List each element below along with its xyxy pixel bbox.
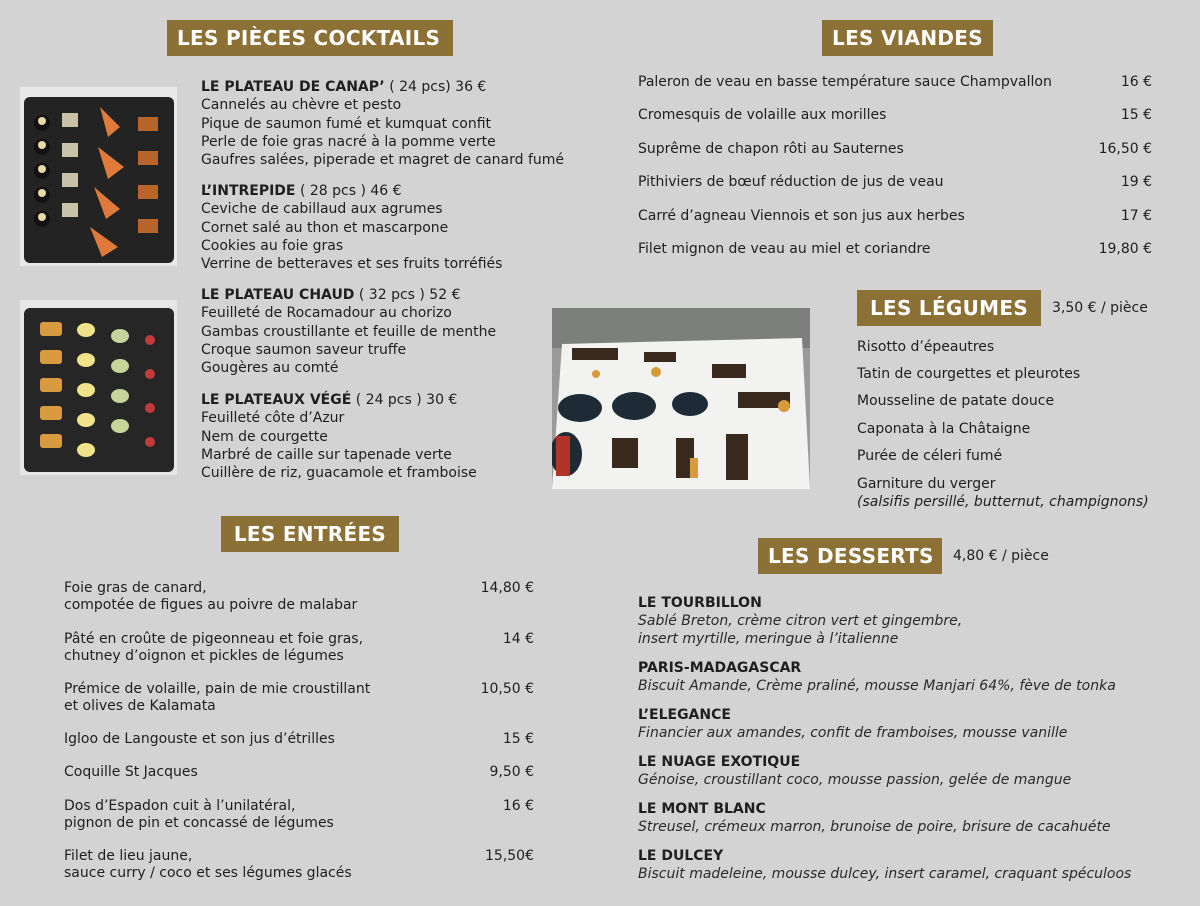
entree-line: Pâté en croûte de pigeonneau et foie gras, [64, 631, 364, 647]
viande-row [638, 241, 1152, 257]
cocktail-plateau-canap [201, 78, 564, 169]
entree-price: 14 € [502, 631, 534, 647]
viande-row [638, 141, 1152, 157]
entree-item [64, 848, 534, 882]
entree-line: Prémice de volaille, pain de mie croustillant [64, 681, 371, 697]
entree-item [64, 798, 534, 832]
viande-name: Cromesquis de volaille aux morilles [638, 107, 887, 123]
cocktail-line: Cornet salé au thon et mascarpone [201, 219, 449, 236]
viande-row [638, 208, 1152, 224]
cocktail-line: Gougères au comté [201, 360, 339, 377]
cocktail-title: LE PLATEAU CHAUD [201, 287, 355, 303]
cocktail-line: Pique de saumon fumé et kumquat confit [201, 115, 492, 132]
dessert-name: LE TOURBILLON [638, 595, 762, 611]
entree-price: 14,80 € [480, 580, 534, 596]
cocktail-line: Feuilleté côte d’Azur [201, 410, 345, 427]
entree-line: et olives de Kalamata [64, 698, 216, 714]
cocktail-line: Cuillère de riz, guacamole et framboise [201, 465, 477, 482]
dessert-name: LE MONT BLANC [638, 801, 766, 817]
cocktail-line: Perle de foie gras nacré à la pomme verte [201, 133, 496, 150]
cocktails-heading: LES PIÈCES COCKTAILS [167, 20, 453, 56]
entree-item [64, 631, 534, 665]
dessert-description: Biscuit Amande, Crème praliné, mousse Manjari 64%, fève de tonka [638, 678, 1116, 694]
entree-item [64, 764, 534, 781]
viande-name: Carré d’agneau Viennois et son jus aux herbes [638, 208, 965, 224]
entree-line: sauce curry / coco et ses légumes glacés [64, 865, 352, 881]
cocktail-line: Feuilleté de Rocamadour au chorizo [201, 305, 452, 322]
dessert-description: Sablé Breton, crème citron vert et gingembre, [638, 613, 963, 629]
desserts-heading: LES DESSERTS [758, 538, 942, 574]
hot-platter-photo [20, 300, 177, 475]
legume-item: Purée de céleri fumé [857, 448, 1003, 464]
dessert-item [638, 753, 1071, 789]
viande-price: 19,80 € [1098, 241, 1152, 257]
legumes-heading: LES LÉGUMES [857, 290, 1041, 326]
cocktail-plateaux-vege [201, 391, 477, 482]
entree-line: Igloo de Langouste et son jus d’étrilles [64, 731, 335, 747]
legume-item: Mousseline de patate douce [857, 393, 1055, 409]
entree-line: chutney d’oignon et pickles de légumes [64, 648, 344, 664]
dessert-name: LE DULCEY [638, 848, 724, 864]
dessert-description: Streusel, crémeux marron, brunoise de poire, brisure de cacahuéte [638, 819, 1111, 835]
entree-price: 15 € [502, 731, 534, 747]
cocktail-title: LE PLATEAU DE CANAP’ [201, 79, 385, 95]
cocktail-price: ( 28 pcs ) 46 € [295, 183, 402, 199]
entree-line: Dos d’Espadon cuit à l’unilatéral, [64, 798, 296, 814]
viande-row [638, 107, 1152, 123]
dessert-name: L’ELEGANCE [638, 707, 731, 723]
entree-item [64, 681, 534, 715]
dessert-name: PARIS-MADAGASCAR [638, 660, 802, 676]
entree-price: 15,50€ [485, 848, 534, 864]
dessert-description: Biscuit madeleine, mousse dulcey, insert caramel, craquant spéculoos [638, 866, 1132, 882]
dessert-item [638, 800, 1111, 836]
cocktail-title: L’INTREPIDE [201, 183, 296, 199]
cocktail-price: ( 32 pcs ) 52 € [354, 287, 461, 303]
legume-garniture-detail: (salsifis persillé, butternut, champignons) [857, 494, 1149, 510]
dessert-description: Génoise, croustillant coco, mousse passion, gelée de mangue [638, 772, 1072, 788]
cocktail-line: Croque saumon saveur truffe [201, 341, 407, 358]
cocktail-line: Marbré de caille sur tapenade verte [201, 446, 452, 463]
buffet-photo [552, 308, 810, 489]
cocktail-price: ( 24 pcs) 36 € [384, 79, 487, 95]
dessert-item [638, 659, 1116, 695]
entree-item [64, 731, 534, 748]
cocktail-intrepide [201, 182, 502, 273]
viande-price: 19 € [1120, 174, 1152, 190]
viande-row [638, 174, 1152, 190]
dessert-description: insert myrtille, meringue à l’italienne [638, 631, 899, 647]
cocktail-line: Ceviche de cabillaud aux agrumes [201, 201, 443, 218]
legume-item: Risotto d’épeautres [857, 339, 995, 355]
cocktail-line: Gaufres salées, piperade et magret de canard fumé [201, 152, 565, 169]
legume-item: Tatin de courgettes et pleurotes [857, 366, 1081, 382]
entree-price: 10,50 € [480, 681, 534, 697]
dessert-item [638, 594, 962, 648]
entree-line: pignon de pin et concassé de légumes [64, 815, 334, 831]
entree-line: compotée de figues au poivre de malabar [64, 597, 358, 613]
entree-price: 16 € [502, 798, 534, 814]
dessert-description: Financier aux amandes, confit de framboises, mousse vanille [638, 725, 1068, 741]
viande-row [638, 74, 1152, 90]
legumes-unit-price: 3,50 € / pièce [1052, 300, 1148, 316]
viande-name: Paleron de veau en basse température sauce Champvallon [638, 74, 1052, 90]
cocktail-price: ( 24 pcs ) 30 € [351, 392, 458, 408]
viandes-heading: LES VIANDES [822, 20, 993, 56]
desserts-unit-price: 4,80 € / pièce [953, 548, 1049, 564]
entree-line: Filet de lieu jaune, [64, 848, 193, 864]
entree-item [64, 580, 534, 614]
viande-price: 16 € [1120, 74, 1152, 90]
cocktail-line: Cannelés au chèvre et pesto [201, 97, 402, 114]
dessert-item [638, 706, 1067, 742]
viande-name: Suprême de chapon rôti au Sauternes [638, 141, 904, 157]
entrees-heading: LES ENTRÉES [221, 516, 399, 552]
cocktail-line: Verrine de betteraves et ses fruits torréfiés [201, 256, 503, 273]
viande-price: 17 € [1120, 208, 1152, 224]
legume-item: Garniture du verger [857, 476, 996, 492]
cocktail-line: Gambas croustillante et feuille de menthe [201, 323, 497, 340]
entree-line: Foie gras de canard, [64, 580, 207, 596]
viande-name: Filet mignon de veau au miel et coriandre [638, 241, 931, 257]
dessert-item [638, 847, 1131, 883]
entree-price: 9,50 € [489, 764, 534, 780]
cocktail-plateau-chaud [201, 286, 496, 377]
dessert-name: LE NUAGE EXOTIQUE [638, 754, 801, 770]
viande-price: 16,50 € [1098, 141, 1152, 157]
viande-price: 15 € [1120, 107, 1152, 123]
canape-platter-photo [20, 87, 177, 266]
viande-name: Pithiviers de bœuf réduction de jus de veau [638, 174, 944, 190]
legume-item: Caponata à la Châtaigne [857, 421, 1031, 437]
entree-line: Coquille St Jacques [64, 764, 198, 780]
cocktail-line: Nem de courgette [201, 428, 328, 445]
cocktail-title: LE PLATEAUX VÉGÉ [201, 392, 352, 408]
cocktail-line: Cookies au foie gras [201, 237, 344, 254]
